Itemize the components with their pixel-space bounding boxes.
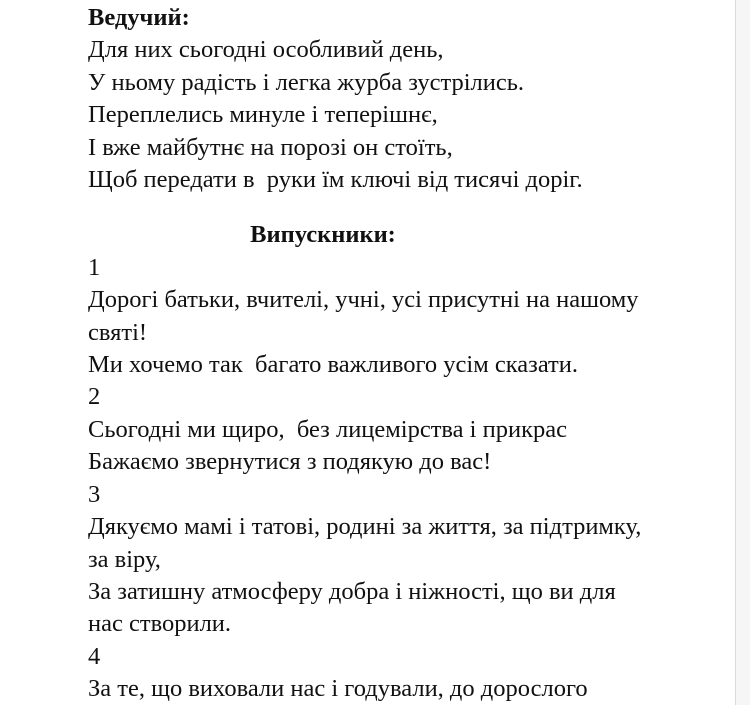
item-line: Ми хочемо так багато важливого усім сказати.: [88, 351, 578, 379]
host-line: Щоб передати в руки їм ключі від тисячі доріг.: [88, 166, 583, 194]
item-number: 4: [88, 642, 101, 670]
item-line: за віру,: [88, 545, 161, 573]
section-gap: [88, 196, 728, 219]
document-content: [88, 2, 728, 705]
item-number: 2: [88, 383, 101, 411]
item-line: Дякуємо мамі і татові, родині за життя, за підтримку,: [88, 513, 642, 541]
item-line: Сьогодні ми щиро, без лицемірства і прикрас: [88, 415, 567, 443]
host-line: Переплелись минуле і теперішнє,: [88, 101, 438, 129]
item-number: 1: [88, 253, 101, 281]
item-line: За те, що виховали нас і годували, до дорослого: [88, 675, 588, 703]
host-title: Ведучий:: [88, 4, 190, 31]
item-line: святі!: [88, 318, 148, 346]
graduates-title: Випускники:: [250, 221, 396, 249]
item-number: 3: [88, 480, 101, 508]
host-line: Для них сьогодні особливий день,: [88, 36, 444, 64]
item-line: нас створили.: [88, 610, 232, 638]
item-line: Дорогі батьки, вчителі, учні, усі присутні на нашому: [88, 286, 639, 314]
host-line: У ньому радість і легка журба зустрілись.: [88, 68, 525, 96]
item-line: Бажаємо звернутися з подякую до вас!: [88, 448, 492, 476]
host-line: І вже майбутнє на порозі он стоїть,: [88, 133, 453, 161]
item-line: За затишну атмосферу добра і ніжності, що ви для: [88, 577, 616, 605]
page-edge: [735, 0, 750, 705]
